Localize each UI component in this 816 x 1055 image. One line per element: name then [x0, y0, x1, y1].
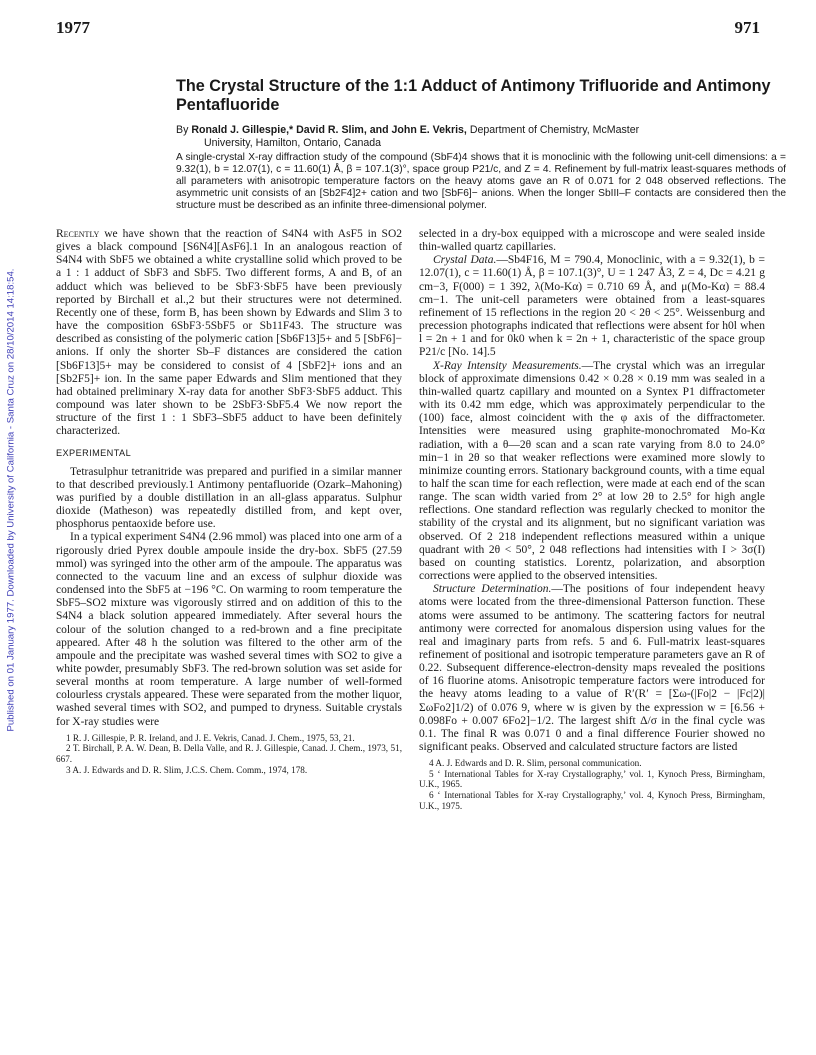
- intro-paragraph: [56, 228, 402, 439]
- footnote-3: 3 A. J. Edwards and D. R. Slim, J.C.S. Chem. Comm., 1974, 178.: [66, 764, 308, 775]
- authors-prefix: By: [176, 124, 189, 136]
- footnote-5: 5 ‘ International Tables for X-ray Crystallography,’ vol. 1, Kynoch Press, Birmingham, U.K., 1965.: [419, 768, 765, 790]
- author-names: Ronald J. Gillespie,* David R. Slim, and John E. Vekris,: [191, 124, 467, 136]
- crystal-data-paragraph: [419, 254, 765, 359]
- structure-text: —The positions of four independent heavy atoms were located from the three-dimensional Patterson function. These atoms were assumed to be antimony. The scattering factors for neutral antimony were corrected for anomalous dispersion using values for the real and imaginary parts from refs. 5 and 6. Full-matrix least-squares refinement of positional and isotropic temperature parameters gave an R of 0.22. Subsequent difference-electron-density maps revealed the positions of 16 fluorine atoms. Anisotropic temperature factors were introduced for the heavy atoms leading to a value of R′(R′ = [Σω-(|Fo|2 − |Fc|2)|ΣωFo2]1/2) of 0.076 9, where w is given by the expression w = [6.56 + 0.098Fo + 0.007 6Fo2]−1/2. The largest shift Δ/σ in the final cycle was 0.1. The final R was 0.071 0 and a final difference Fourier showed no significant peaks. Observed and calculated structure factors are listed: [419, 583, 765, 754]
- download-stamp: [6, 140, 16, 860]
- experimental-paragraph-2: In a typical experiment S4N4 (2.96 mmol) was placed into one arm of a rigorously dried Pyrex double ampoule inside the dry-box. SbF5 (27.59 mmol) was syringed into the other arm of the ampoule. The apparatus was connected to the vacuum line and an excess of sulphur dioxide was condensed into the SbF5 at −196 °C. On warming to room temperature the SbF5–SO2 mixture was vigorously stirred and on addition of this to the S4N4 a black solution appeared immediately. After several hours the colour of the solution changed to a red-brown and a fine precipitate appeared. After 48 h the solution was filtered to the other arm of the ampoule and the precipitate was washed several times with SO2 to give a white powder, presumably SbF3. The red-brown solution was set aside for several months at room temperature. A large number of well-formed colourless crystals appeared. These were separated from the mother liquor, washed several times with SO2, and pumped to dryness. Suitable crystals for X-ray studies were: [56, 531, 402, 728]
- affiliation-line-1: Department of Chemistry, McMaster: [469, 124, 640, 136]
- abstract: A single-crystal X-ray diffraction study of the compound (SbF4)4 shows that it is monoclinic with the following unit-cell dimensions: a = 9.32(1), b = 12.07(1), c = 11.60(1) Å, β = 107.1(3)°, space group P21/c, and Z = 4. Refinement by full-matrix least-squares methods of all parameters with anisotropic temperature factors on the heavy atoms gave an R of 0.071 for 2 048 observed reflections. The asymmetric unit consists of an [Sb2F4]2+ cation and two [SbF6]− anions. When the longer SbIII–F contacts are considered then the structure must be described as an infinite three-dimensional polymer.: [176, 152, 786, 211]
- intensity-paragraph: [419, 360, 765, 584]
- author-block: [176, 124, 786, 150]
- structure-label: Structure Determination.: [433, 583, 552, 596]
- intensity-text: —The crystal which was an irregular block of approximate dimensions 0.42 × 0.28 × 0.19 mm was sealed in a thin-walled quartz capillary and mounted on a Syntex P1 diffractometer with its 0.42 mm edge, which was approximately perpendicular to the (100) face, almost coincident with the φ axis of the diffractometer. Intensities were measured using graphite-monochromated Mo-Kα radiation, with a θ—2θ scan and a scan rate varying from 8.0 to 24.0° min−1 in 2θ so that weaker reflections were examined more slowly to minimize counting errors. Stationary background counts, with a time equal to half the scan time for each reflection, were made at each end of the scan range. The scan width varied from 2° at low 2θ to 2.5° for high angle reflections. One standard reflection was regularly checked to monitor the stability of the crystal and its alignment, but no significant variation was observed. Of 2 218 independent reflections measured within a unique quadrant with 2θ < 50°, 2 048 reflections had intensities with I > 3σ(I) based on counting statistics. Lorentz, polarization, and absorption corrections were applied to the observed intensities.: [419, 359, 765, 583]
- affiliation-line-2: University, Hamilton, Ontario, Canada: [204, 137, 382, 149]
- intro-lead-word: Recently: [56, 228, 100, 240]
- footnote-1: 1 R. J. Gillespie, P. R. Ireland, and J. E. Vekris, Canad. J. Chem., 1975, 53, 21.: [66, 732, 355, 743]
- structure-paragraph: [419, 583, 765, 754]
- crystal-data-text: —Sb4F16, M = 790.4, Monoclinic, with a = 9.32(1), b = 12.07(1), c = 11.60(1) Å, β = 107.1(3)°, U = 1 247 Å3, Z = 4, Dc = 4.21 g cm−3, F(000) = 1 392, λ(Mo-Kα) = 0.710 69 Å, and μ(Mo-Kα) = 88.4 cm−1. The unit-cell parameters were obtained from a least-squares refinement of 15 reflections in the region 20 < 2θ < 25°. Weissenburg and precession photographs indicated that reflections were absent for h0l when l = 2n + 1 and for 0k0 when k = 2n + 1, characteristic of the space group P21/c [No. 14].5: [419, 254, 765, 359]
- right-column: [419, 228, 765, 811]
- footnote-4: 4 A. J. Edwards and D. R. Slim, personal communication.: [429, 758, 642, 769]
- experimental-paragraph-1: Tetrasulphur tetranitride was prepared and purified in a similar manner to that described previously.1 Antimony pentafluoride (Ozark–Mahoning) was purified by a double distillation in an all-glass apparatus. Sulphur dioxide (Matheson) was repeatedly distilled from, and kept over, phosphorus pentaoxide before use.: [56, 465, 402, 531]
- crystal-data-label: Crystal Data.: [433, 254, 497, 267]
- intensity-label: X-Ray Intensity Measurements.: [433, 359, 582, 372]
- page-number: 971: [734, 18, 760, 37]
- footnote-6: 6 ‘ International Tables for X-ray Crystallography,’ vol. 4, Kynoch Press, Birmingham, U.K., 1975.: [419, 790, 765, 811]
- experimental-heading: EXPERIMENTAL: [56, 447, 132, 458]
- sample-prep-continued: selected in a dry-box equipped with a microscope and were sealed inside thin-walled quartz capillaries.: [419, 228, 765, 254]
- article-title: The Crystal Structure of the 1:1 Adduct of Antimony Trifluoride and Antimony Pentafluoride: [176, 77, 771, 114]
- intro-text: we have shown that the reaction of S4N4 with AsF5 in SO2 gives a black compound [S6N4][AsF6].1 In an analogous reaction of S4N4 with SbF5 we obtained a white crystalline solid which proved to be a 1 : 1 adduct of SbF3 and SbF5. Two different forms, A and B, of an adduct which was believed to be SbF3·SbF5 have been previously reported by Birchall et al.,2 but their structures were not determined. Recently one of these, form B, has been shown by Edwards and Slim 3 to have the composition 6SbF3·5SbF5 or Sb11F43. The structure was described as consisting of the polymeric cation [Sb6F13]5+ and 5 [SbF6]− anions. If only the shorter Sb–F distances are considered the cation [Sb6F13]5+ may be considered to consist of 4 [SbF2]+ ions and an [Sb2F5]+ ion. In the same paper Edwards and Slim mentioned that they had obtained preliminary X-ray data for another SbF3·SbF5 adduct. This compound was later shown to be 2SbF3·SbF5.4 We now report the structure of the first 1 : 1 SbF3–SbF5 adduct to have been definitely characterized.: [56, 228, 402, 438]
- left-column: [56, 228, 402, 775]
- footnote-2: 2 T. Birchall, P. A. W. Dean, B. Della Valle, and R. J. Gillespie, Canad. J. Chem., 1973, 51, 667.: [56, 743, 402, 764]
- journal-year: 1977: [56, 18, 90, 37]
- download-stamp-text[interactable]: Published on 01 January 1977. Downloaded by University of California - Santa Cruz on 28/10/2014 14:18:54.: [5, 268, 17, 732]
